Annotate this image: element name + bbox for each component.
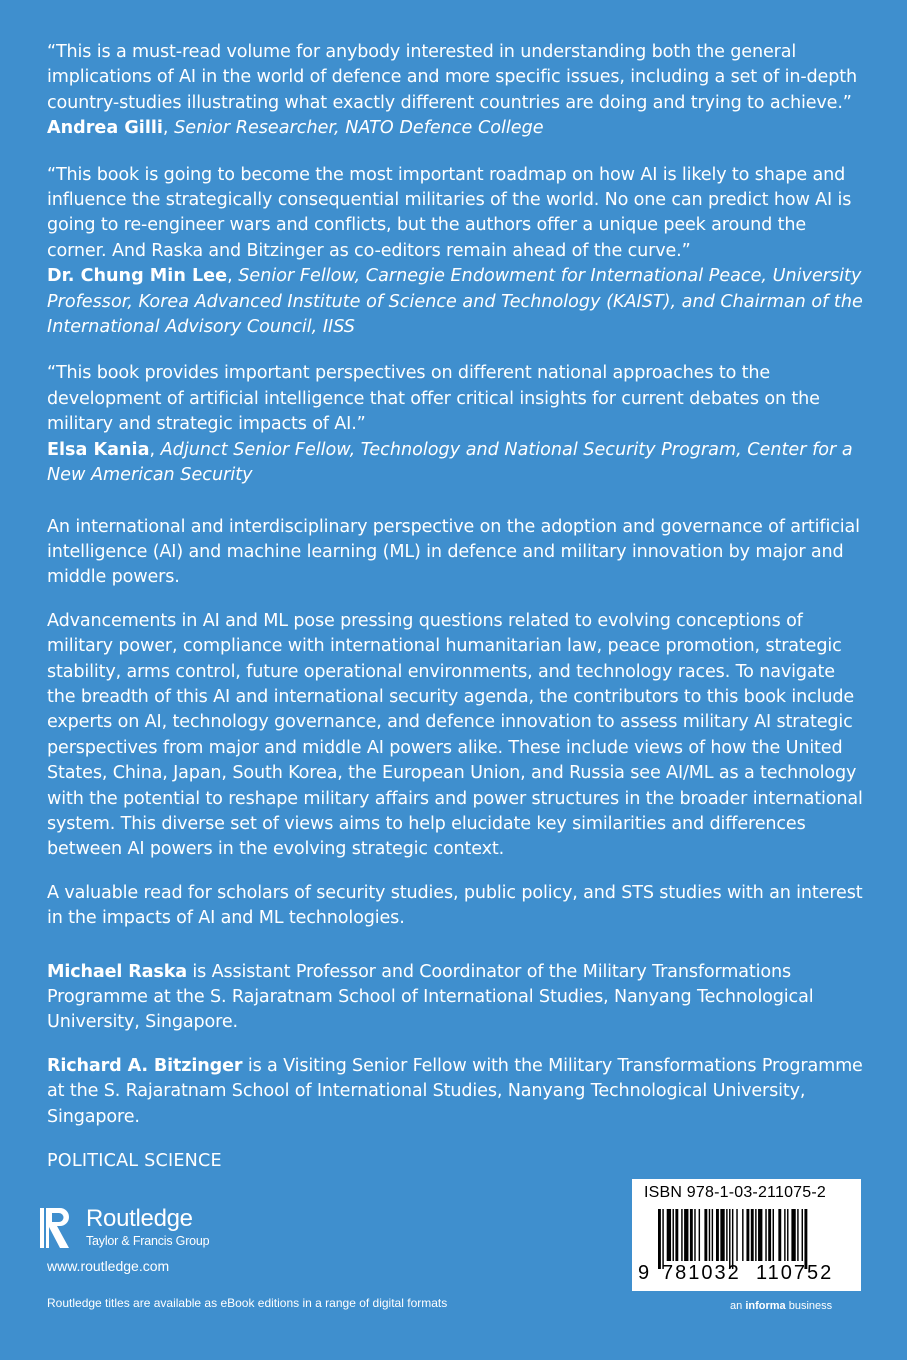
barcode-bar xyxy=(732,1209,733,1269)
barcode-bar xyxy=(704,1209,707,1261)
endorsement-attribution: Dr. Chung Min Lee, Senior Fellow, Carnegie Endowment for International Peace, University Professor, Korea Advanced Institute of Science and Technology (KAIST), and Chairman of the International Advisory Council, IISS xyxy=(47,266,863,338)
barcode-bar xyxy=(712,1209,713,1261)
endorser-role: Senior Researcher, NATO Defence College xyxy=(174,118,544,139)
barcode-bar xyxy=(662,1209,663,1269)
description-intro: An international and interdisciplinary perspective on the adoption and governance of artificial intelligence (AI) and machine learning (ML) in defence and military innovation by major and middle powers. xyxy=(47,516,860,588)
barcode-bar xyxy=(681,1209,682,1261)
endorsement-3 xyxy=(47,361,867,488)
subject-category: POLITICAL SCIENCE xyxy=(47,1151,222,1171)
barcode-bar xyxy=(765,1209,766,1261)
barcode-bar xyxy=(802,1209,803,1261)
endorsement-attribution: Andrea Gilli, Senior Researcher, NATO Defence College xyxy=(47,118,544,139)
barcode-bar xyxy=(658,1209,661,1269)
endorsement-text: “This book provides important perspectives on different national approaches to the development of artificial intelligence that offer critical insights for current debates on the military and strategic impacts of AI.” xyxy=(47,363,820,435)
endorser-name: Dr. Chung Min Lee xyxy=(47,266,228,287)
barcode-bar xyxy=(716,1209,719,1261)
barcode-bar xyxy=(742,1209,743,1261)
barcode-bar xyxy=(667,1209,671,1261)
publisher-group: Taylor & Francis Group xyxy=(86,1234,210,1248)
barcode-bar xyxy=(726,1209,727,1261)
editor-name: Michael Raska xyxy=(47,961,187,982)
barcode-bar xyxy=(736,1209,737,1261)
isbn-label: ISBN 978-1-03-211075-2 xyxy=(644,1184,826,1201)
editor-bio-1 xyxy=(47,960,867,1036)
barcode-bar xyxy=(804,1209,807,1269)
ebook-note: Routledge titles are available as eBook editions in a range of digital formats xyxy=(47,1296,448,1310)
barcode-bar xyxy=(684,1209,688,1261)
endorsement-attribution: Elsa Kania, Adjunct Senior Fellow, Technology and National Security Program, Center for a New American Security xyxy=(47,439,853,486)
description-body: Advancements in AI and ML pose pressing questions related to evolving conceptions of military power, compliance with international humanitarian law, peace promotion, strategic stability, arms control, future operational environments, and technology races. To navigate the breadth of this AI and international security agenda, the contributors to this book include experts on AI, technology governance, and defence innovation to assess military AI strategic perspectives from major and middle AI powers alike. These include views of how the United States, China, Japan, South Korea, the European Union, and Russia see AI/ML as a technology with the potential to reshape military affairs and power structures in the broader international system. This diverse set of views aims to help elucidate key similarities and differences between AI powers in the evolving strategic context. xyxy=(47,610,863,860)
barcode-bar xyxy=(768,1209,771,1261)
barcode-bar xyxy=(751,1209,754,1261)
endorser-name: Andrea Gilli xyxy=(47,118,163,139)
endorser-role: Adjunct Senior Fellow, Technology and National Security Program, Center for a New American Security xyxy=(47,439,853,486)
barcode-bar xyxy=(675,1209,678,1261)
barcode-bar xyxy=(791,1209,795,1261)
informa-prefix: an xyxy=(730,1300,743,1312)
endorsement-1 xyxy=(47,40,867,142)
publisher-website[interactable]: www.routledge.com xyxy=(47,1258,170,1274)
endorsement-text: “This book is going to become the most important roadmap on how AI is likely to shape and influence the strategically consequential militaries of the world. No one can predict how AI is going to re-engineer wars and conflicts, but the authors offer a unique peek around the corner. And Raska and Bitzinger as co-editors remain ahead of the curve.” xyxy=(47,164,852,261)
editor-name: Richard A. Bitzinger xyxy=(47,1055,243,1076)
editor-bio-2 xyxy=(47,1054,867,1130)
barcode-bar xyxy=(784,1209,785,1261)
barcode-bar xyxy=(787,1209,788,1261)
barcode-bar xyxy=(755,1209,756,1261)
informa-tagline xyxy=(730,1300,832,1312)
endorsement-text: “This is a must-read volume for anybody interested in understanding both the general implications of AI in the world of defence and more specific issues, including a set of in-depth country-studies illustrating what exactly different countries are doing and trying to achieve.” xyxy=(47,42,857,113)
endorsement-2 xyxy=(47,163,867,341)
barcode-bar xyxy=(673,1209,674,1261)
barcode-bar xyxy=(746,1209,749,1261)
barcode-bar xyxy=(773,1209,774,1261)
isbn-barcode xyxy=(632,1179,861,1291)
back-cover-text xyxy=(47,40,867,1130)
barcode-bar xyxy=(758,1209,762,1261)
barcode-bar xyxy=(699,1209,700,1261)
barcode-bar xyxy=(797,1209,798,1261)
barcode-digit-prefix: 9 xyxy=(638,1262,650,1284)
publisher-name: Routledge xyxy=(86,1205,193,1232)
barcode-bar xyxy=(709,1209,710,1261)
barcode-bar xyxy=(690,1209,693,1261)
barcode-bar xyxy=(694,1209,695,1261)
informa-brand: informa xyxy=(745,1300,786,1312)
endorser-name: Elsa Kania xyxy=(47,439,150,460)
endorser-role: Senior Fellow, Carnegie Endowment for International Peace, University Professor, Korea Advanced Institute of Science and Technology (KAIST), and Chairman of the International Advisory Council, IISS xyxy=(47,266,863,338)
barcode-bar xyxy=(778,1209,781,1261)
informa-suffix: business xyxy=(788,1300,833,1312)
barcode-digits-right: 110752 xyxy=(756,1262,834,1284)
barcode-bar xyxy=(720,1209,724,1261)
barcode-bar xyxy=(729,1209,730,1269)
editor-bio-text: is Assistant Professor and Coordinator of the Military Transformations Programme at the S. Rajaratnam School of International Studies, Nanyang Technological University, Singapore. xyxy=(47,961,814,1033)
description-closing: A valuable read for scholars of security studies, public policy, and STS studies with an interest in the impacts of AI and ML technologies. xyxy=(47,882,863,929)
barcode-digits-left: 781032 xyxy=(662,1262,741,1284)
editor-bio-text: is a Visiting Senior Fellow with the Military Transformations Programme at the S. Rajaratnam School of International Studies, Nanyang Technological University, Singapore. xyxy=(47,1055,863,1127)
